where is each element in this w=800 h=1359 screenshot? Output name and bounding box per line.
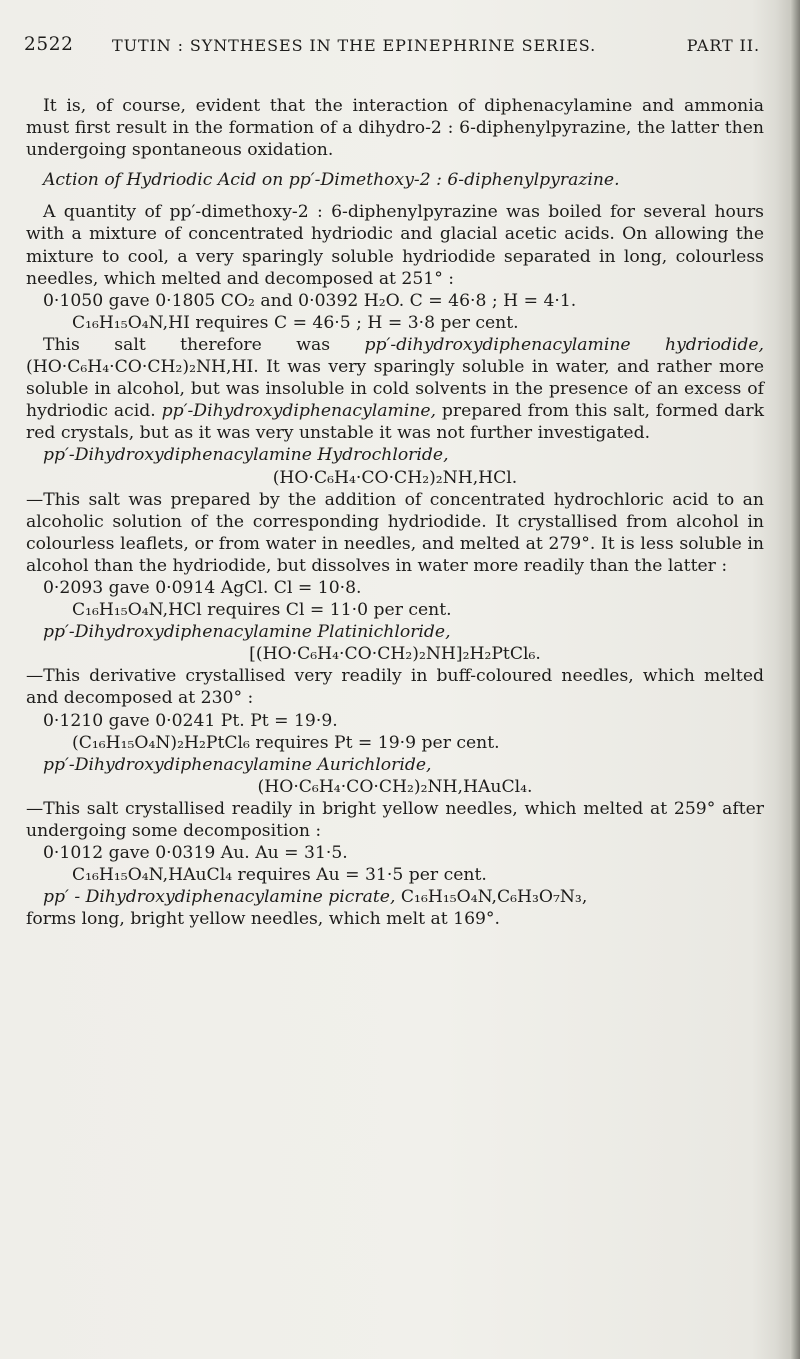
formula: (HO·C₆H₄·CO·CH₂)₂NH,HI.: [26, 357, 259, 378]
compound-name: pp′-Dihydroxydiphenacylamine Aurichloride,: [43, 754, 432, 775]
formula-platinichloride: [(HO·C₆H₄·CO·CH₂)₂NH]₂H₂PtCl₆.: [249, 644, 541, 665]
article-body: [26, 95, 764, 930]
part-label: PART II.: [686, 36, 760, 55]
analysis-line: 0·2093 gave 0·0914 AgCl. Cl = 10·8.: [43, 577, 362, 598]
page-binding-edge: [790, 0, 800, 1359]
analysis-line: 0·1012 gave 0·0319 Au. Au = 31·5.: [43, 843, 348, 864]
text-run: It was very sparingly soluble in water, and rather more soluble in alcohol, but was insoluble in cold solvents in the presence of an excess of hydriodic acid.: [26, 357, 764, 422]
formula-aurichloride: (HO·C₆H₄·CO·CH₂)₂NH,HAuCl₄.: [257, 776, 533, 797]
formula: C₁₆H₁₅O₄N,C₆H₃O₇N₃,: [395, 887, 588, 908]
analysis-line: 0·1210 gave 0·0241 Pt. Pt = 19·9.: [43, 710, 338, 731]
paragraph-hydrochloride: —This salt was prepared by the addition of concentrated hydrochloric acid to an alcoholic solution of the corresponding hydriodide. It crystallised from alcohol in colourless leaflets, or from water in needles, and melted at 279°. It is less soluble in alcohol than the hydriodide, but dissolves in water more readily than the latter :: [26, 489, 764, 576]
requirement-line: C₁₆H₁₅O₄N,HI requires C = 46·5 ; H = 3·8 per cent.: [72, 312, 519, 333]
running-header: [24, 34, 764, 58]
compound-name: pp′-Dihydroxydiphenacylamine Platinichloride,: [43, 622, 451, 643]
paragraph-hydriodide: [26, 334, 764, 444]
requirement-line: (C₁₆H₁₅O₄N)₂H₂PtCl₆ requires Pt = 19·9 per cent.: [72, 732, 500, 753]
paragraph-picrate-end: forms long, bright yellow needles, which melt at 169°.: [26, 909, 500, 930]
compound-name: pp′-dihydroxydiphenacylamine hydriodide,: [364, 334, 764, 355]
paragraph-procedure: A quantity of pp′-dimethoxy-2 : 6-diphenylpyrazine was boiled for several hours with a mixture of concentrated hydriodic and glacial acetic acids. On allowing the mixture to cool, a very sparingly soluble hydriodide separated in long, colourless needles, which melted and decomposed at 251° :: [26, 202, 764, 289]
paragraph-intro: It is, of course, evident that the interaction of diphenacylamine and ammonia must first result in the formation of a dihydro-2 : 6-diphenylpyrazine, the latter then undergoing spontaneous oxidation.: [26, 96, 764, 161]
page-number: 2522: [24, 34, 74, 55]
analysis-line: 0·1050 gave 0·1805 CO₂ and 0·0392 H₂O. C = 46·8 ; H = 4·1.: [43, 290, 577, 311]
compound-name: pp′-Dihydroxydiphenacylamine Hydrochloride,: [43, 445, 449, 466]
compound-heading-hydrochloride: [26, 444, 764, 466]
paragraph-platinichloride: —This derivative crystallised very readily in buff-coloured needles, which melted and decomposed at 230° :: [26, 666, 764, 709]
text-run: prepared from this salt, formed dark red crystals, but as it was very unstable it was not further investigated.: [26, 401, 765, 444]
compound-heading-platinichloride: [26, 621, 764, 643]
paragraph-aurichloride: —This salt crystallised readily in bright yellow needles, which melted at 259° after undergoing some decomposition :: [26, 798, 764, 841]
compound-heading-aurichloride: [26, 754, 764, 776]
paragraph-picrate: [26, 886, 764, 908]
running-title: TUTIN : SYNTHESES IN THE EPINEPHRINE SERIES.: [112, 36, 597, 55]
section-heading: Action of Hydriodic Acid on pp′-Dimethoxy-2 : 6-diphenylpyrazine.: [43, 170, 620, 191]
compound-name: pp′ - Dihydroxydiphenacylamine picrate,: [43, 887, 396, 908]
formula-hydrochloride: (HO·C₆H₄·CO·CH₂)₂NH,HCl.: [272, 467, 518, 488]
text-run: This salt therefore was: [43, 334, 365, 355]
requirement-line: C₁₆H₁₅O₄N,HAuCl₄ requires Au = 31·5 per cent.: [72, 865, 487, 886]
compound-name: pp′-Dihydroxydiphenacylamine,: [161, 401, 436, 422]
requirement-line: C₁₆H₁₅O₄N,HCl requires Cl = 11·0 per cent.: [72, 600, 452, 621]
